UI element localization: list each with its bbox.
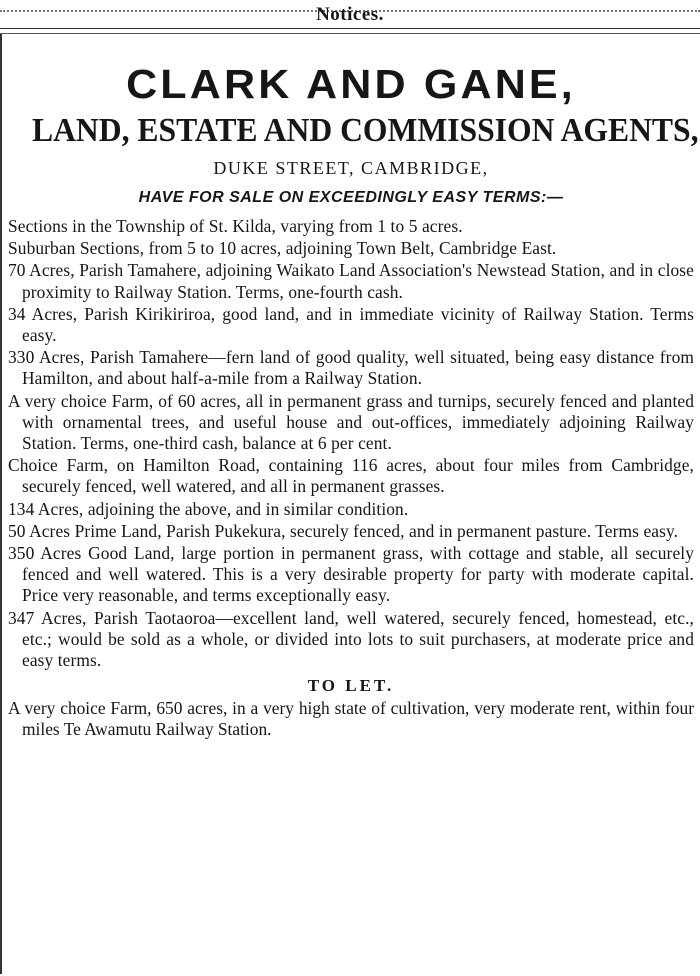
advertisement bbox=[8, 60, 699, 741]
to-let-listing: A very choice Farm, 650 acres, in a very high state of cultivation, very moderate rent, within four miles Te Awamutu Railway Station. bbox=[8, 698, 694, 740]
firm-name: CLARK AND GANE, bbox=[126, 61, 576, 107]
trade-line: LAND, ESTATE AND COMMISSION AGENTS, bbox=[32, 112, 699, 149]
listing: 330 Acres, Parish Tamahere—fern land of good quality, well situated, being easy distance from Hamilton, and about half-a-mile from a Railway Station. bbox=[8, 347, 694, 389]
listing: 134 Acres, adjoining the above, and in similar condition. bbox=[8, 498, 409, 519]
listing: 34 Acres, Parish Kirikiriroa, good land, and in immediate vicinity of Railway Station. Terms easy. bbox=[8, 303, 694, 346]
listing: 347 Acres, Parish Taotaoroa—excellent land, well watered, securely fenced, homestead, etc., etc.; would be sold as a whole, or divided into lots to suit purchasers, at moderate price and easy terms. bbox=[8, 607, 694, 671]
listing: 50 Acres Prime Land, Parish Pukekura, securely fenced, and in permanent pasture. Terms easy. bbox=[8, 520, 679, 541]
listing: A very choice Farm, of 60 acres, all in permanent grass and turnips, securely fenced and planted with ornamental trees, and useful house and out-offices, immediately adjoining Railway Station. Terms, one-third cash, balance at 6 per cent. bbox=[8, 390, 694, 454]
listing: 70 Acres, Parish Tamahere, adjoining Waikato Land Association's Newstead Station, and in close proximity to Railway Station. Terms, one-fourth cash. bbox=[8, 260, 694, 302]
section-label: Notices. bbox=[316, 4, 384, 25]
listing: Choice Farm, on Hamilton Road, containing 116 acres, about four miles from Cambridge, securely fenced, well watered, and all in permanent grasses. bbox=[8, 455, 694, 497]
to-let-heading: TO LET. bbox=[307, 676, 395, 696]
listing: Sections in the Township of St. Kilda, varying from 1 to 5 acres. bbox=[8, 216, 463, 236]
listing: 350 Acres Good Land, large portion in permanent grass, with cottage and stable, all securely fenced and well watered. This is a very desirable property for party with moderate capital. Price very reasonable, and terms exceptionally easy. bbox=[8, 543, 694, 606]
column-border bbox=[0, 34, 2, 974]
header-rule bbox=[0, 28, 700, 34]
offer-line: HAVE FOR SALE ON EXCEEDINGLY EASY TERMS:— bbox=[138, 189, 564, 206]
listing: Suburban Sections, from 5 to 10 acres, adjoining Town Belt, Cambridge East. bbox=[8, 238, 557, 259]
address-line: DUKE STREET, CAMBRIDGE, bbox=[213, 158, 489, 178]
listings bbox=[8, 216, 694, 671]
